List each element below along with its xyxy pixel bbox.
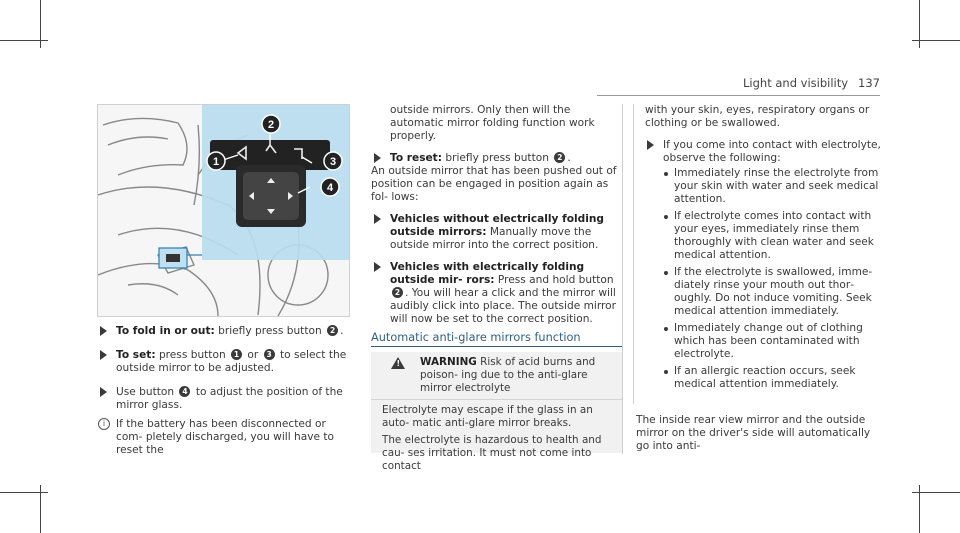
continued-text: outside mirrors. Only then will the automatic mirror folding function work properly.	[390, 104, 595, 142]
step-text: Press and hold button	[494, 274, 614, 286]
section-title: Automatic anti-glare mirrors function	[371, 331, 581, 344]
step-text: to adjust the position of the mirror glass.	[116, 386, 343, 411]
step-contact	[633, 139, 881, 391]
step-text: press button	[155, 349, 230, 361]
step-text: If you come into contact with electrolyte, observe the following:	[663, 139, 881, 164]
callout-4: 4	[326, 182, 334, 194]
bullet-item	[663, 365, 881, 391]
crop-mark	[0, 40, 48, 41]
step-text: .	[340, 325, 344, 337]
bullet-icon	[664, 370, 668, 374]
header-rule	[597, 95, 880, 96]
warning-side-rule	[633, 104, 634, 404]
bullet-icon	[664, 172, 668, 176]
step-label: To reset:	[390, 152, 442, 164]
section-rule	[371, 346, 622, 347]
step-manual	[371, 213, 622, 252]
page-number: 137	[858, 76, 880, 90]
callout-2: 2	[267, 119, 275, 131]
step-reset	[371, 152, 622, 165]
bullet-icon	[664, 327, 668, 331]
step-arrow-icon	[374, 262, 381, 272]
bullet-text: Immediately change out of clothing which has been contaminated with electrolyte.	[674, 322, 863, 360]
bullet-item	[663, 322, 881, 361]
crop-mark	[0, 492, 48, 493]
column-2	[371, 104, 622, 326]
bullet-text: If electrolyte comes into contact with your eyes, immediately rinse them thoroughly with clean water and seek medical attention.	[674, 210, 874, 261]
warning-headline: Risk of acid burns and poison‑ ing due to the anti-glare mirror electrolyte	[420, 356, 596, 394]
step-text: or	[244, 349, 262, 361]
column-1	[97, 325, 348, 457]
step-text: . You will hear a click and the mirror will audibly click into place. The outside mirror will now be set to the correct position.	[390, 287, 616, 325]
warning-paragraph: The electrolyte is hazardous to health and cau‑ ses irritation. It must not come into contact	[382, 434, 602, 472]
step-arrow-icon	[100, 326, 107, 336]
warning-paragraph: Electrolyte may escape if the glass in an auto‑ matic anti-glare mirror breaks.	[382, 404, 593, 429]
button-2-icon: 2	[327, 325, 338, 336]
crop-mark	[912, 492, 960, 493]
button-2-icon: 2	[392, 287, 403, 298]
page-header	[743, 76, 880, 90]
crop-mark	[912, 40, 960, 41]
step-text: Manually move the outside mirror into the correct position.	[390, 226, 599, 251]
bullet-icon	[664, 271, 668, 275]
step-text: briefly press button	[214, 325, 326, 337]
step-label: To set:	[116, 349, 156, 361]
mirror-control-figure	[97, 104, 350, 317]
button-4-icon: 4	[179, 386, 190, 397]
paragraph: The inside rear view mirror and the outside mirror on the driver's side will automatically go into anti‑	[636, 414, 871, 452]
button-2-icon: 2	[554, 152, 565, 163]
step-label: Vehicles with electrically folding outside mir‑ rors:	[390, 261, 585, 286]
bullet-item	[663, 210, 881, 262]
step-label: Vehicles without electrically folding outside mirrors:	[390, 213, 605, 238]
warning-header	[371, 352, 622, 399]
bullet-item	[663, 167, 881, 206]
warning-body	[371, 404, 622, 473]
bullet-item	[663, 266, 881, 318]
step-arrow-icon	[100, 387, 107, 397]
bullet-text: Immediately rinse the electrolyte from your skin with water and seek medical attention.	[674, 167, 879, 205]
warning-label: WARNING	[420, 356, 477, 368]
button-3-icon: 3	[264, 349, 275, 360]
step-text: briefly press button	[442, 152, 553, 164]
info-icon: i	[98, 418, 110, 430]
bullet-text: If an allergic reaction occurs, seek medical attention immediately.	[674, 365, 856, 390]
button-1-icon: 1	[231, 349, 242, 360]
warning-side-rule	[622, 104, 623, 454]
bullet-icon	[664, 215, 668, 219]
callout-1: 1	[212, 156, 220, 168]
column-3	[633, 104, 881, 391]
callout-3: 3	[329, 156, 337, 168]
door-panel-illustration	[98, 105, 349, 316]
step-text: to select the outside mirror to be adjusted.	[116, 349, 347, 374]
warning-divider	[371, 399, 622, 400]
step-arrow-icon	[374, 214, 381, 224]
step-arrow-icon	[374, 153, 381, 163]
step-fold	[97, 325, 348, 338]
section-name: Light and visibility	[743, 76, 849, 90]
column-3-footer	[636, 414, 882, 453]
bullet-text: If the electrolyte is swallowed, imme‑ diately rinse your mouth out thor‑ oughly. Do not induce vomiting. Seek medical attention immediately.	[674, 266, 873, 317]
warning-box	[371, 352, 622, 472]
step-text: .	[567, 152, 571, 164]
step-adjust	[97, 386, 348, 412]
info-note	[97, 418, 348, 457]
step-electric	[371, 261, 622, 326]
warning-triangle-icon: !	[391, 357, 405, 369]
paragraph: An outside mirror that has been pushed out of position can be engaged in position again as fol‑ lows:	[371, 165, 617, 203]
step-set	[97, 349, 348, 375]
step-text: Use button	[116, 386, 178, 398]
step-arrow-icon	[100, 350, 107, 360]
step-label: To fold in or out:	[116, 325, 215, 337]
step-arrow-icon	[647, 140, 654, 150]
continued-text: with your skin, eyes, respiratory organs or clothing or be swallowed.	[645, 104, 870, 129]
note-text: If the battery has been disconnected or com‑ pletely discharged, you will have to reset the	[116, 418, 335, 456]
